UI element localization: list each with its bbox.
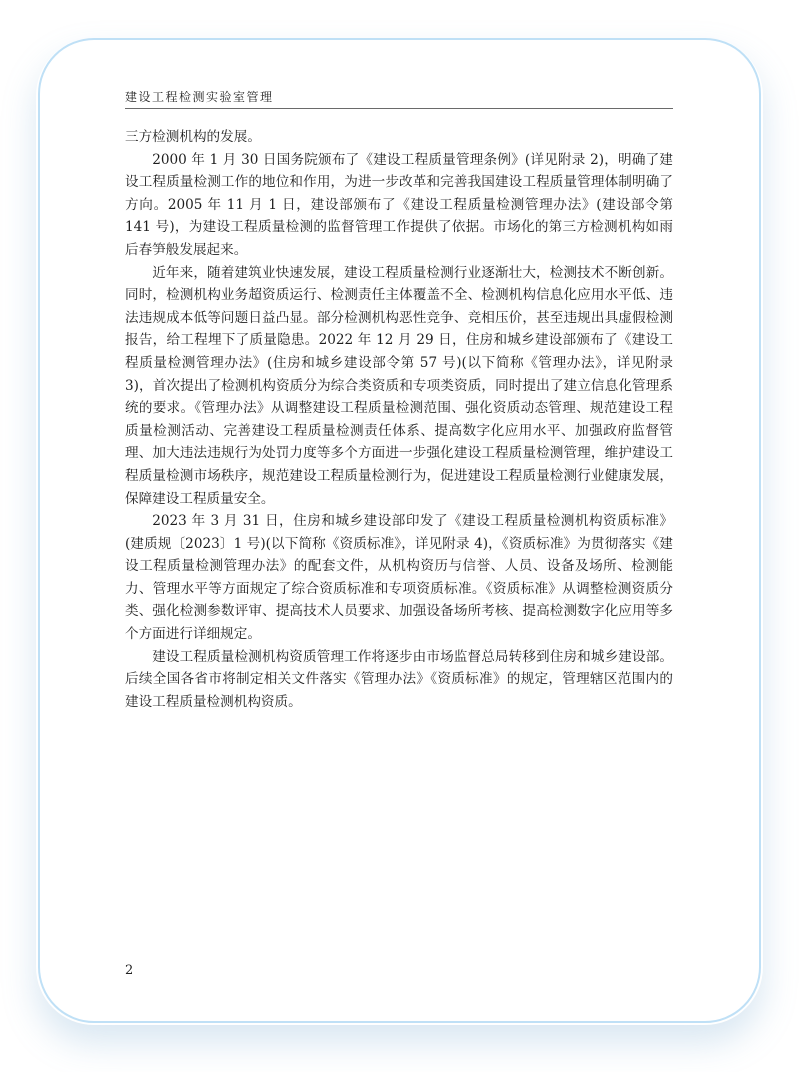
paragraph-continuation: 三方检测机构的发展。 (125, 129, 261, 145)
page-number: 2 (125, 963, 134, 978)
running-header: 建设工程检测实验室管理 (125, 90, 274, 104)
header-rule (125, 108, 673, 109)
paragraph: 2023 年 3 月 31 日，住房和城乡建设部印发了《建设工程质量检测机构资质标准》(建质规〔2023〕1 号)(以下简称《资质标准》，详见附录 4)，《资质标准》为贯彻落实《建设工程质量检测管理办法》的配套文件，从机构资历与信誉、人员、设备及场所、检测能力、管理水平等方面规定了综合资质标准和专项资质标准。《资质标准》从调整检测资质分类、强化检测参数评审、提高技术人员要求、加强设备场所考核、提高检测数字化应用等多个方面进行详细规定。 (125, 513, 673, 643)
body-text (125, 126, 673, 713)
paragraph: 2000 年 1 月 30 日国务院颁布了《建设工程质量管理条例》(详见附录 2)，明确了建设工程质量检测工作的地位和作用，为进一步改革和完善我国建设工程质量管理体制明确了方向。2005 年 11 月 1 日，建设部颁布了《建设工程质量检测管理办法》(建设部令第 141 号)，为建设工程质量检测的监督管理工作提供了依据。市场化的第三方检测机构如雨后春笋般发展起来。 (125, 151, 673, 258)
paragraph: 近年来，随着建筑业快速发展，建设工程质量检测行业逐渐壮大，检测技术不断创新。同时，检测机构业务超资质运行、检测责任主体覆盖不全、检测机构信息化应用水平低、违法违规成本低等问题日益凸显。部分检测机构恶性竞争、竞相压价，甚至违规出具虚假检测报告，给工程埋下了质量隐患。2022 年 12 月 29 日，住房和城乡建设部颁布了《建设工程质量检测管理办法》(住房和城乡建设部令第 57 号)(以下简称《管理办法》，详见附录 3)，首次提出了检测机构资质分为综合类资质和专项类资质，同时提出了建立信息化管理系统的要求。《管理办法》从调整建设工程质量检测范围、强化资质动态管理、规范建设工程质量检测活动、完善建设工程质量检测责任体系、提高数字化应用水平、加强政府监督管理、加大违法违规行为处罚力度等多个方面进一步强化建设工程质量检测管理，维护建设工程质量检测市场秩序，规范建设工程质量检测行为，促进建设工程质量检测行业健康发展，保障建设工程质量安全。 (125, 264, 673, 507)
paragraph: 建设工程质量检测机构资质管理工作将逐步由市场监督总局转移到住房和城乡建设部。后续全国各省市将制定相关文件落实《管理办法》《资质标准》的规定，管理辖区范围内的建设工程质量检测机构资质。 (125, 648, 673, 710)
